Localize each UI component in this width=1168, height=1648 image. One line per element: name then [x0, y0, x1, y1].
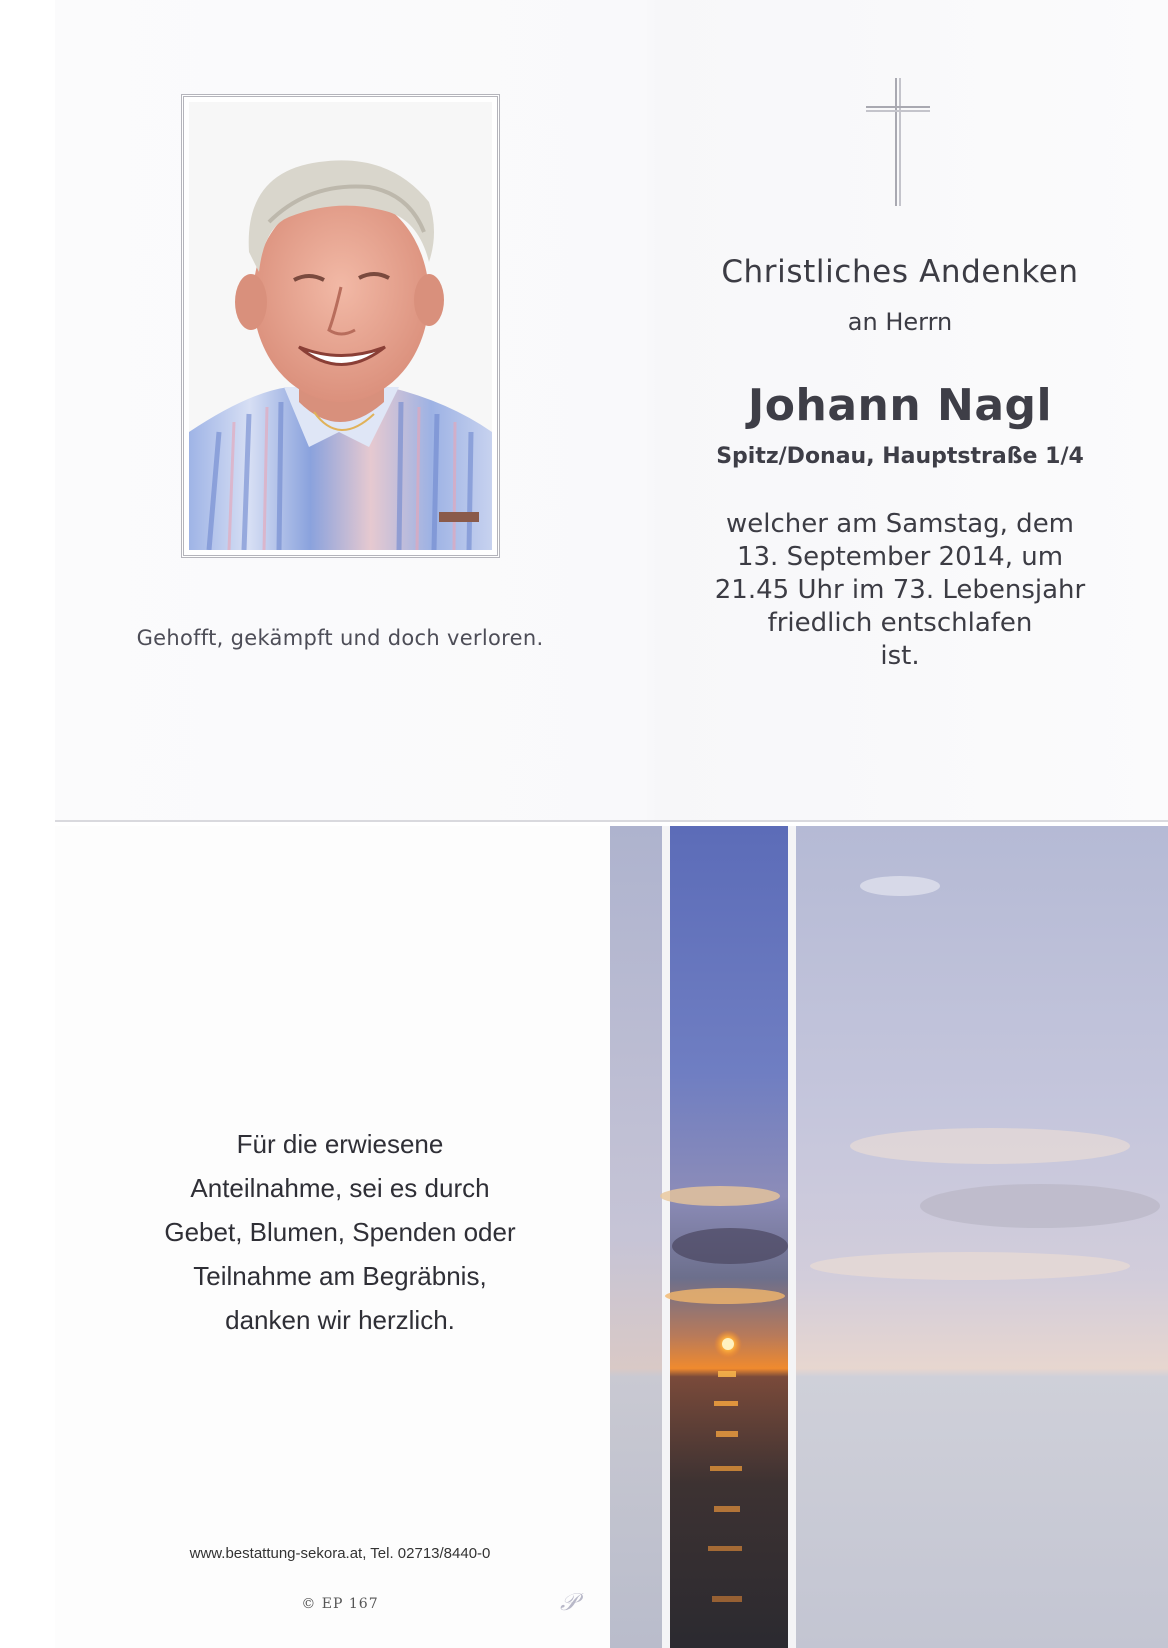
portrait-illustration: [189, 102, 492, 550]
thanks-line: Gebet, Blumen, Spenden oder: [164, 1217, 516, 1247]
thanks-text: [80, 1122, 600, 1342]
death-notice: [640, 508, 1160, 673]
thanks-line: Für die erwiesene: [236, 1129, 444, 1159]
death-line: 13. September 2014, um: [736, 542, 1064, 572]
death-line: ist.: [880, 641, 920, 671]
cross-icon: [866, 78, 930, 206]
thanks-line: Teilnahme am Begräbnis,: [193, 1261, 487, 1291]
death-line: friedlich entschlafen: [767, 608, 1033, 638]
thanks-line: Anteilnahme, sei es durch: [190, 1173, 490, 1203]
sunset-illustration: [610, 826, 1168, 1648]
product-code: © EP 167: [301, 1596, 379, 1612]
deceased-address: Spitz/Donau, Hauptstraße 1/4: [716, 444, 1084, 469]
thanks-line: danken wir herzlich.: [225, 1305, 455, 1335]
death-line: welcher am Samstag, dem: [725, 509, 1075, 539]
deceased-name: Johann Nagl: [747, 380, 1053, 431]
death-line: 21.45 Uhr im 73. Lebensjahr: [714, 575, 1086, 605]
memorial-heading: Christliches Andenken: [721, 254, 1079, 290]
motto-text: Gehofft, gekämpft und doch verloren.: [136, 626, 544, 650]
salutation: an Herrn: [847, 308, 953, 336]
funeral-home-contact: www.bestattung-sekora.at, Tel. 02713/8440-0: [189, 1545, 491, 1562]
portrait-frame: [181, 94, 500, 558]
portrait-photo: [189, 102, 492, 550]
sunset-sea-photo: [610, 826, 1168, 1648]
printer-mark-icon: 𝒫: [560, 1588, 578, 1616]
